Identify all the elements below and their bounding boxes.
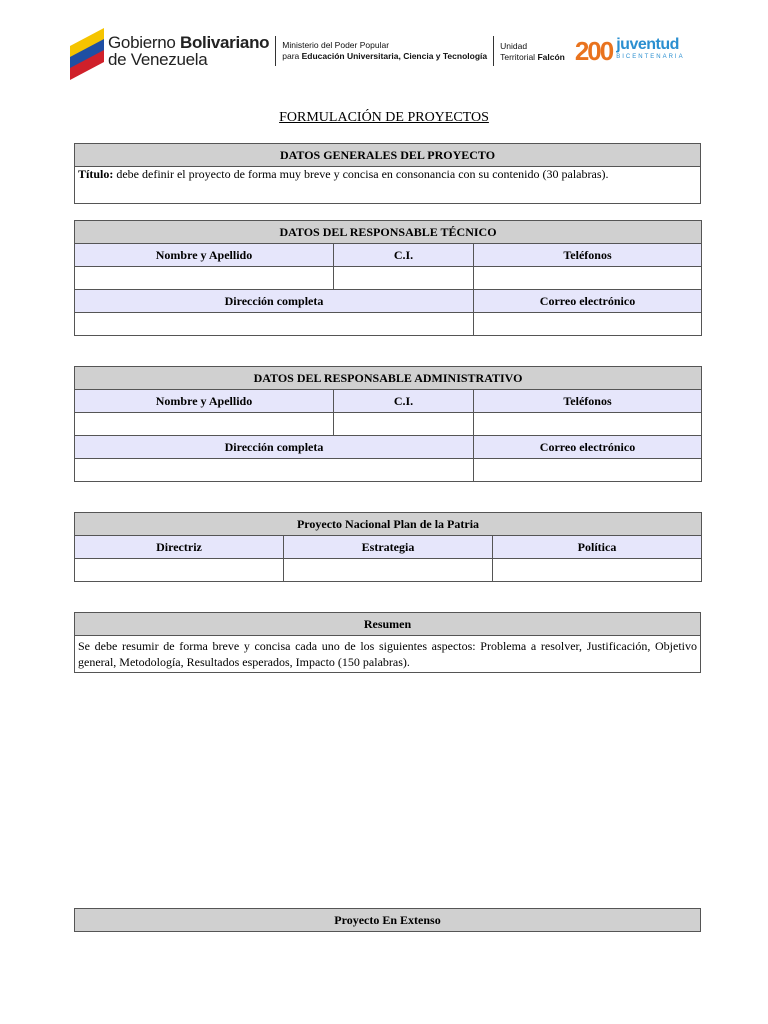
ministry-text: Ministerio del Poder Popular para Educación Universitaria, Ciencia y Tecnología [282, 40, 488, 61]
juventud-logo: juventud BICENTENARIA [616, 36, 685, 60]
phone-column-header: Teléfonos [474, 390, 702, 413]
administrative-header: DATOS DEL RESPONSABLE ADMINISTRATIVO [75, 367, 702, 390]
administrative-name-field[interactable] [75, 413, 334, 436]
ci-column-header: C.I. [334, 244, 474, 267]
extended-project-table [74, 908, 701, 932]
general-data-table [74, 143, 701, 204]
government-logo-text: Gobierno Bolivariano de Venezuela [108, 33, 270, 69]
venezuela-flag-icon [70, 31, 104, 71]
address-column-header: Dirección completa [75, 436, 474, 459]
technical-header: DATOS DEL RESPONSABLE TÉCNICO [75, 221, 702, 244]
ci-column-header: C.I. [334, 390, 474, 413]
administrative-responsible-table [74, 366, 702, 482]
project-title-field[interactable]: Título: debe definir el proyecto de forma muy breve y concisa en consonancia con su contenido (30 palabras). [75, 167, 701, 204]
separator [275, 36, 276, 66]
summary-table [74, 612, 701, 673]
name-column-header: Nombre y Apellido [75, 244, 334, 267]
technical-email-field[interactable] [474, 313, 702, 336]
separator [493, 36, 494, 66]
directive-field[interactable] [75, 559, 284, 582]
page-title: FORMULACIÓN DE PROYECTOS [279, 110, 489, 125]
technical-responsible-table [74, 220, 702, 336]
summary-field[interactable]: Se debe resumir de forma breve y concisa cada uno de los siguientes aspectos: Problema a resolver, Justificación, Objetivo general, Metodología, Resultados esperados, Impacto (150 palabras). [75, 636, 701, 673]
header-banner [70, 28, 700, 74]
general-data-header: DATOS GENERALES DEL PROYECTO [75, 144, 701, 167]
technical-phone-field[interactable] [474, 267, 702, 290]
strategy-column-header: Estrategia [284, 536, 493, 559]
directive-column-header: Directriz [75, 536, 284, 559]
territorial-unit-text: Unidad Territorial Falcón [500, 41, 565, 62]
phone-column-header: Teléfonos [474, 244, 702, 267]
technical-ci-field[interactable] [334, 267, 474, 290]
technical-name-field[interactable] [75, 267, 334, 290]
email-column-header: Correo electrónico [474, 436, 702, 459]
technical-address-field[interactable] [75, 313, 474, 336]
administrative-ci-field[interactable] [334, 413, 474, 436]
plan-header: Proyecto Nacional Plan de la Patria [75, 513, 702, 536]
bicentennial-logo: 200 [574, 35, 613, 66]
administrative-phone-field[interactable] [474, 413, 702, 436]
plan-patria-table [74, 512, 702, 582]
administrative-email-field[interactable] [474, 459, 702, 482]
extended-project-header: Proyecto En Extenso [75, 909, 701, 932]
strategy-field[interactable] [284, 559, 493, 582]
address-column-header: Dirección completa [75, 290, 474, 313]
summary-header: Resumen [75, 613, 701, 636]
policy-field[interactable] [493, 559, 702, 582]
email-column-header: Correo electrónico [474, 290, 702, 313]
name-column-header: Nombre y Apellido [75, 390, 334, 413]
administrative-address-field[interactable] [75, 459, 474, 482]
policy-column-header: Política [493, 536, 702, 559]
